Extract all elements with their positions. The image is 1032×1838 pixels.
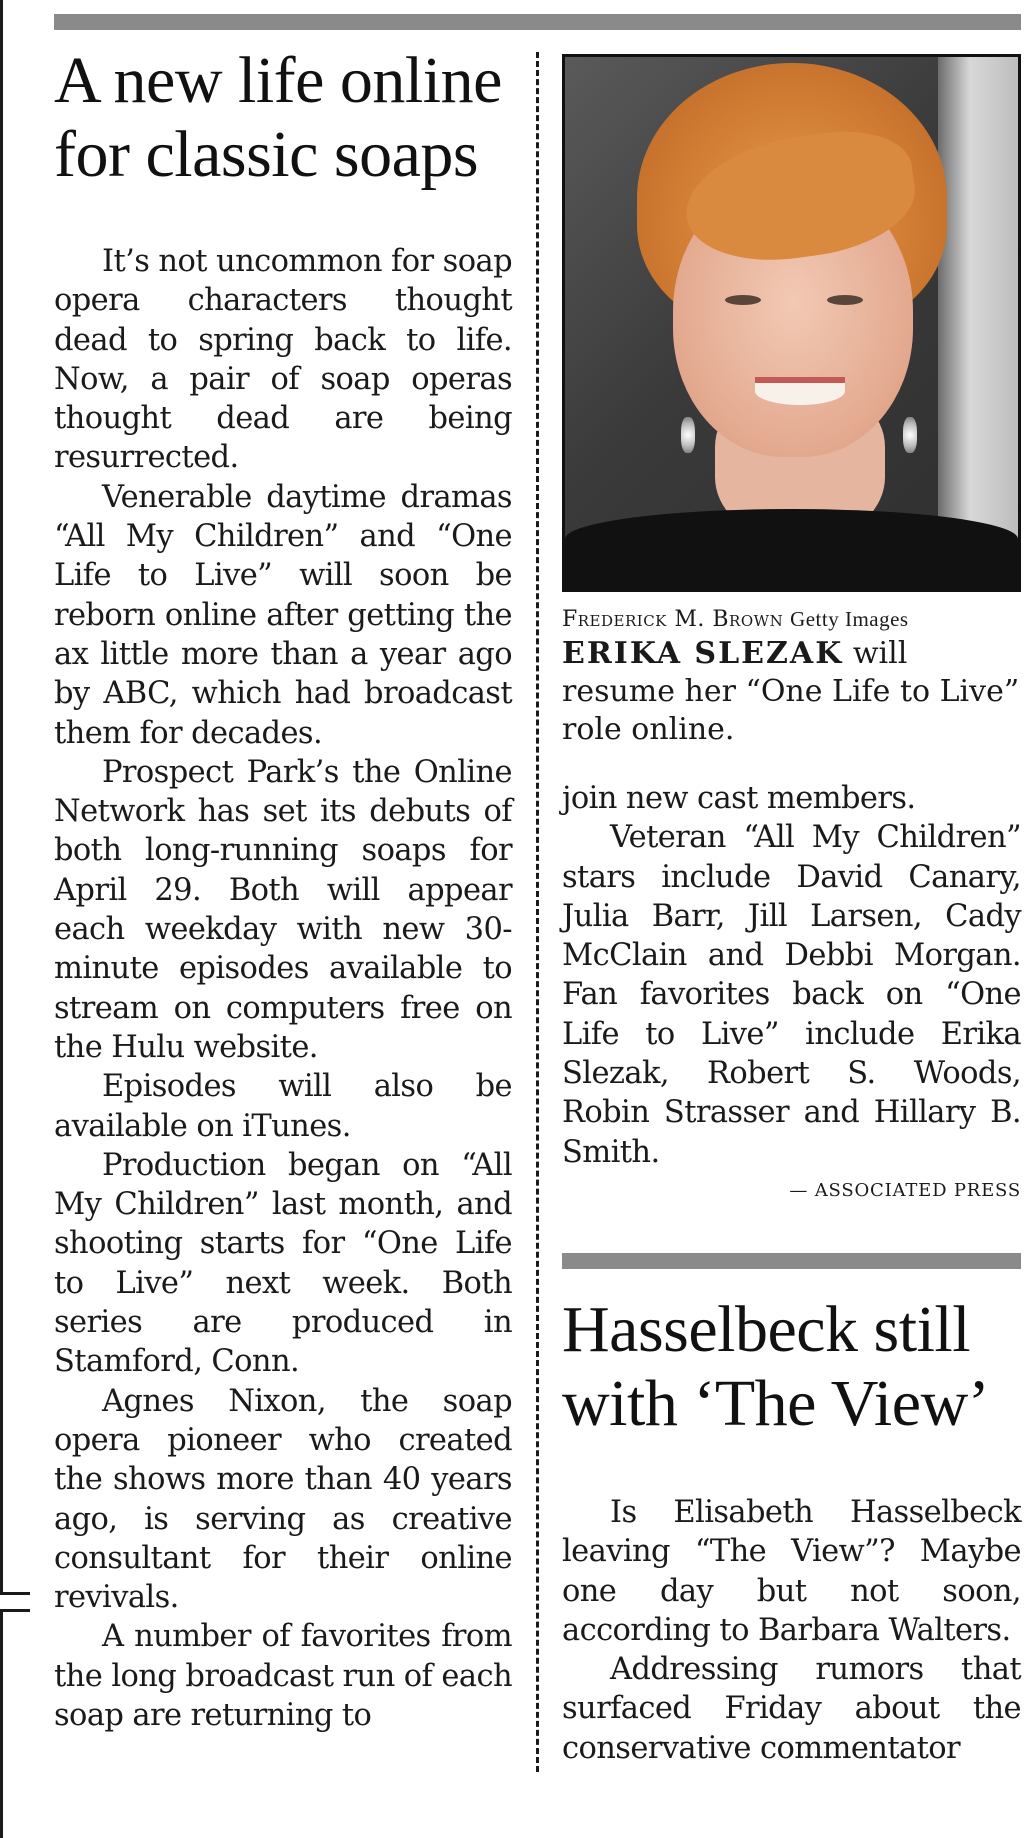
article-body: [54, 242, 512, 1735]
article-soaps: [54, 44, 512, 1735]
photo-agency: Getty Images: [790, 607, 909, 631]
article-continuation: [562, 779, 1021, 1172]
paragraph: Is Elisabeth Hasselbeck leaving “The View”? Maybe one day but not soon, according to Barbara Walters.: [562, 1494, 1021, 1648]
margin-tick: [0, 1609, 30, 1612]
left-margin-rule: [0, 0, 3, 1592]
photo-credit: [562, 606, 1021, 633]
paragraph: Episodes will also be available on iTunes.: [54, 1069, 512, 1144]
paragraph: Agnes Nixon, the soap opera pioneer who created the shows more than 40 years ago, is serving as creative consultant for their online revivals.: [54, 1383, 512, 1616]
section-divider-bar: [562, 1253, 1021, 1269]
article-headline: Hasselbeck still with ‘The View’: [562, 1292, 990, 1440]
paragraph: Venerable daytime dramas “All My Children” and “One Life to Live” will soon be reborn online after getting the ax little more than a year ago by ABC, which had broadcast them for decades.: [54, 479, 512, 751]
article-body: [562, 1493, 1021, 1768]
caption-text: will resume her “One Life to Live” role online.: [562, 636, 1020, 747]
paragraph: Prospect Park’s the Online Network has set its debuts of both long-running soaps for April 29. Both will appear each weekday with new 30-minute episodes available to stream on computers free on the Hulu website.: [54, 754, 512, 1065]
right-column: [562, 54, 1021, 1768]
left-margin-rule: [0, 1612, 3, 1838]
paragraph: Veteran “All My Children” stars include David Canary, Julia Barr, Jill Larsen, Cady McClain and Debbi Morgan. Fan favorites back on “One Life to Live” include Erika Slezak, Robert S. Woods, Robin Strasser and Hillary B. Smith.: [562, 820, 1021, 1170]
paragraph: A number of favorites from the long broadcast run of each soap are returning to: [54, 1619, 512, 1733]
section-top-bar: [54, 14, 1021, 30]
paragraph: join new cast members.: [562, 781, 916, 816]
column-divider: [536, 52, 539, 1772]
photographer-name: Frederick M. Brown: [562, 607, 784, 632]
byline: — ASSOCIATED PRESS: [789, 1179, 1021, 1201]
photo-caption: [562, 635, 1021, 749]
paragraph: It’s not uncommon for soap opera characters thought dead to spring back to life. Now, a pair of soap operas thought dead are being resurrected.: [54, 244, 512, 476]
portrait-photo: [562, 54, 1021, 592]
paragraph: Addressing rumors that surfaced Friday about the conservative commentator: [562, 1652, 1021, 1766]
article-headline: A new life online for classic soaps: [54, 44, 502, 191]
caption-subject: ERIKA SLEZAK: [562, 636, 844, 671]
margin-tick: [0, 1592, 30, 1595]
paragraph: Production began on “All My Children” last month, and shooting starts for “One Life to Live” next week. Both series are produced in Stamford, Conn.: [54, 1147, 512, 1380]
